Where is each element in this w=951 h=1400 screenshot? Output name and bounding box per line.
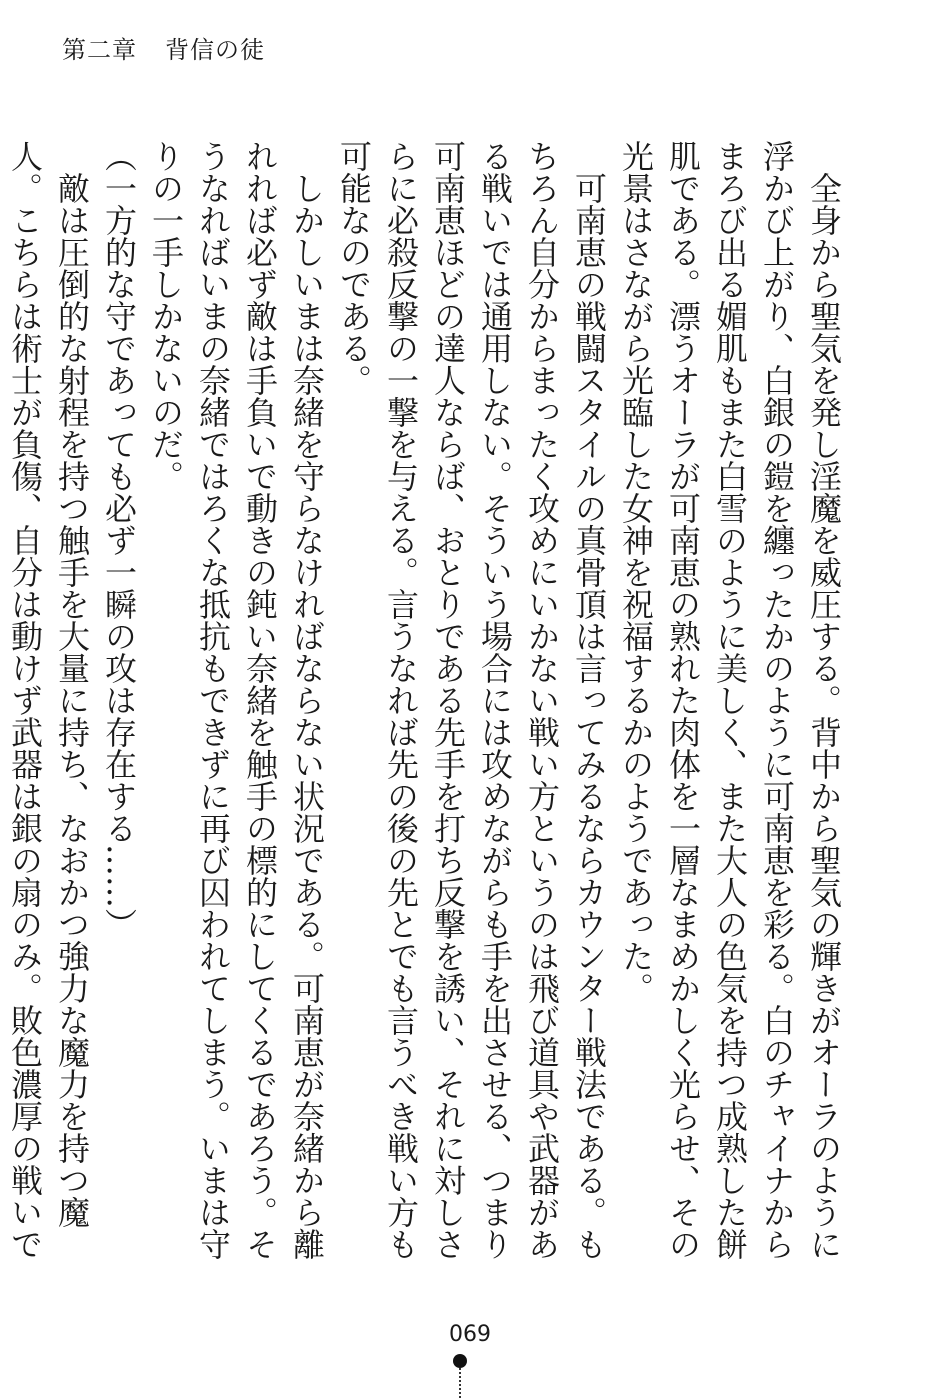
paragraph: （一方的な守であっても必ず一瞬の攻は存在する……）: [100, 140, 138, 940]
page-marker-dot-icon: [453, 1354, 467, 1368]
page-marker-line: [459, 1368, 462, 1398]
paragraph: 全身から聖気を発し淫魔を威圧する。背中から聖気の輝きがオーラのように浮かび上がり、白銀の鎧を纏ったかのように可南恵を彩る。白のチャイナからまろび出る媚肌もまた白雪のように美しく、また大人の色気を持つ成熟した餅肌である。漂うオーラが可南恵の熟れた肉体を一層なまめかしく光らせ、その光景はさながら光臨した女神を祝福するかのようであった。: [617, 140, 843, 1260]
paragraph: 可南恵の戦闘スタイルの真骨頂は言ってみるならカウンター戦法である。もちろん自分からまったく攻めにいかない戦い方というのは飛び道具や武器がある戦いでは通用しない。そういう場合には攻めながらも手を出させる、つまり可南恵ほどの達人ならば、おとりである先手を打ち反撃を誘い、それに対しさらに必殺反撃の一撃を与える。言うなれば先の後の先とでも言うべき戦い方も可能なのである。: [335, 140, 608, 1260]
paragraph: しかしいまは奈緒を守らなければならない状況である。可南恵が奈緒から離れれば必ず敵は手負いで動きの鈍い奈緒を触手の標的にしてくるであろう。そうなればいまの奈緒ではろくな抵抗もできずに再び囚われてしまう。いまは守りの一手しかないのだ。: [147, 140, 326, 1260]
paragraph: 敵は圧倒的な射程を持つ触手を大量に持ち、なおかつ強力な魔力を持つ魔人。こちらは術士が負傷、自分は動けず武器は銀の扇のみ。敗色濃厚の戦いで: [6, 140, 91, 1260]
running-header: [62, 30, 265, 65]
body-text: [6, 140, 847, 1275]
chapter-title: 背信の徒: [165, 36, 265, 64]
page-number: 069: [449, 1322, 491, 1347]
chapter-label: 第二章: [62, 36, 137, 64]
